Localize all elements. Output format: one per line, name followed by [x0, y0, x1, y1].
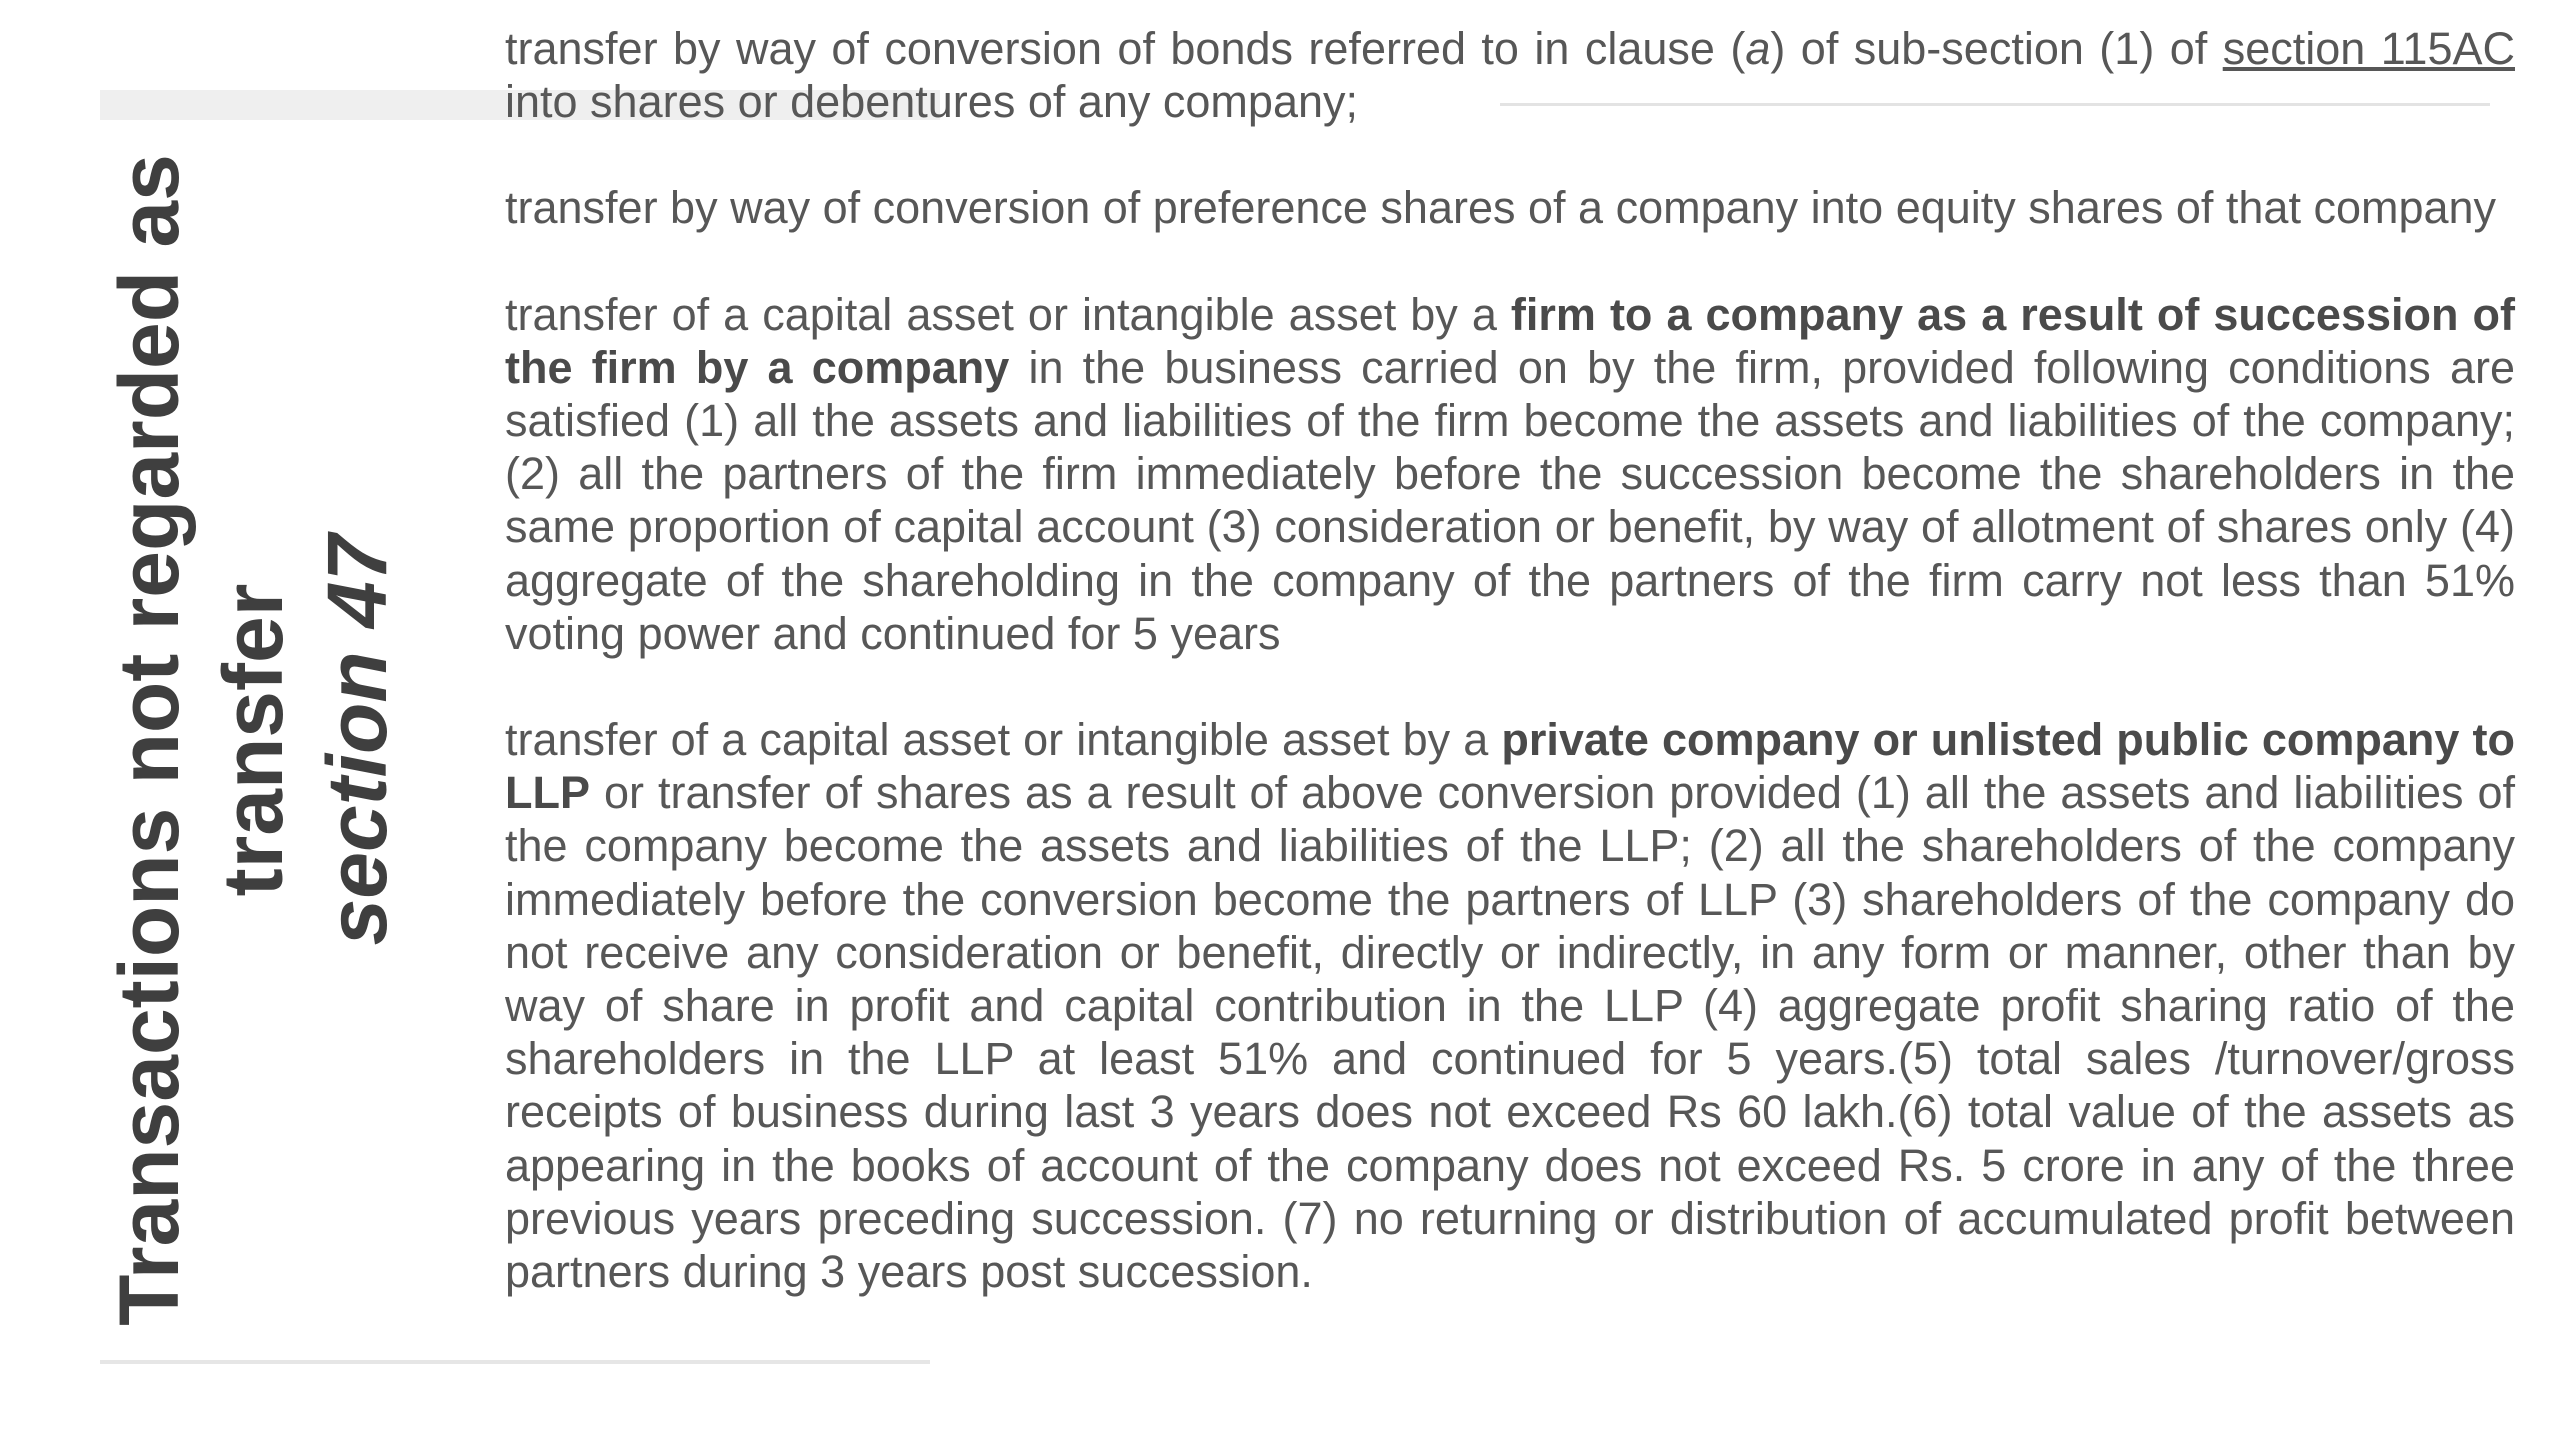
decorative-rule-bottom [100, 1360, 930, 1364]
heading-box [98, 130, 408, 1350]
p4-text-a: transfer of a capital asset or intangible asset by a [505, 714, 1502, 766]
p3-text-a: transfer of a capital asset or intangible asset by a [505, 288, 1511, 340]
content-body [505, 22, 2515, 1298]
paragraph-preference-shares: transfer by way of conversion of preference shares of a company into equity shares of that company [505, 182, 2497, 234]
p3-text-b: in the business carried on by the firm, provided following conditions are satisfied (1) all the assets and liabilities of the firm become the assets and liabilities of the company; (2) all the partners of the firm immediately before the succession become the shareholders in the same proportion of capital account (3) consideration or benefit, by way of allotment of shares only (4) aggregate of the shareholding in the company of the partners of the firm carry not less than 51% voting power and continued for 5 years [505, 341, 2515, 659]
p1-text-a: transfer by way of conversion of bonds referred to in clause ( [505, 23, 1746, 74]
p4-bold: private company or unlisted public company to LLP [505, 714, 2515, 819]
p1-text-b: ) of sub-section (1) of [1770, 23, 2223, 74]
p4-text-b: or transfer of shares as a result of above conversion provided (1) all the assets and liabilities of the company become the assets and liabilities of the LLP; (2) all the shareholders of the company immediately before the conversion become the partners of LLP (3) shareholders of the company do not receive any consideration or benefit, directly or indirectly, in any form or manner, other than by way of share in profit and capital contribution in the LLP (4) aggregate profit sharing ratio of the shareholders in the LLP at least 51% and continued for 5 years.(5) total sales /turnover/gross receipts of business during last 3 years does not exceed Rs 60 lakh.(6) total value of the assets as appearing in the books of account of the company does not exceed Rs. 5 crore in any of the three previous years preceding succession. (7) no returning or distribution of accumulated profit between partners during 3 years post succession. [505, 767, 2515, 1298]
p1-text-c: into shares or debentures of any company; [505, 76, 1359, 128]
p1-italic: a [1745, 23, 1771, 74]
p3-bold: firm to a company as a result of succession of the firm by a company [505, 288, 2515, 393]
paragraph-company-to-llp [505, 713, 2515, 1298]
section-115ac-link[interactable]: section 115AC [2222, 23, 2515, 74]
paragraph-firm-to-company [505, 288, 2515, 660]
heading-line-1: Transactions not regarded as [102, 154, 196, 1326]
paragraph-bond-conversion [505, 22, 2515, 128]
heading-line-2: transfer [206, 583, 300, 897]
slide-heading [97, 130, 409, 1350]
heading-line-3: section 47 [310, 534, 404, 946]
